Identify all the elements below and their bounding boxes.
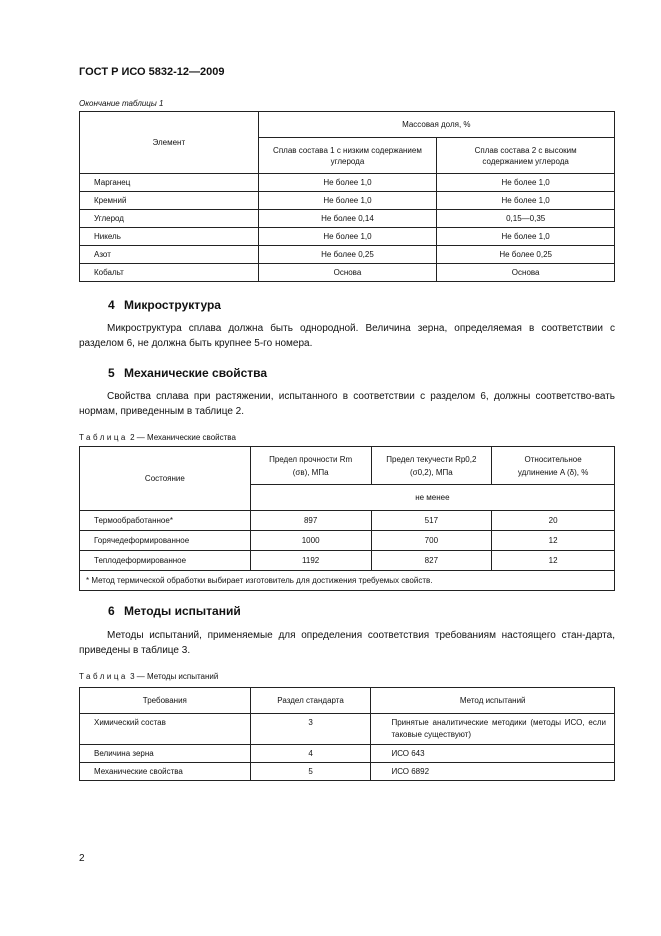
table2-header-yield [371, 447, 492, 485]
table3-cell: Механические свойства [80, 763, 251, 781]
table1-cell: Не более 1,0 [437, 174, 615, 192]
section5-heading [108, 366, 267, 380]
table1-cell: Углерод [80, 210, 259, 228]
section5-title: Механические свойства [124, 366, 268, 380]
table2-caption-text: 2 — Механические свойства [130, 433, 236, 442]
table3-cell: ИСО 6892 [371, 763, 615, 781]
table2-header-yield-l2: (σ0,2), МПа [410, 467, 453, 477]
section4-title: Микроструктура [124, 298, 221, 312]
table2-cell: 12 [492, 531, 615, 551]
table1-cell: Не более 1,0 [437, 192, 615, 210]
table2-cell: Горячедеформированное [80, 531, 251, 551]
section6-number: 6 [108, 604, 115, 618]
table1-cell: 0,15—0,35 [437, 210, 615, 228]
section4-number: 4 [108, 298, 115, 312]
section5-text: Свойства сплава при растяжении, испытанного в соответствии с разделом 6, должны соответство-вать нормам, приведенным в таблице 2. [79, 391, 615, 417]
table3-caption [79, 672, 218, 681]
table1-header-alloy2: Сплав состава 2 с высоким содержанием углерода [437, 138, 615, 174]
table2-cell: 700 [371, 531, 492, 551]
table1-cell: Кремний [80, 192, 259, 210]
table3-caption-text: 3 — Методы испытаний [130, 672, 219, 681]
table3-cell: 4 [250, 745, 371, 763]
table3 [79, 687, 615, 781]
table2 [79, 446, 615, 591]
table1-cell: Азот [80, 246, 259, 264]
table2-cell: 897 [250, 511, 371, 531]
table3-header-method: Метод испытаний [371, 688, 615, 714]
table2-footnote: * Метод термической обработки выбирает изготовитель для достижения требуемых свойств. [80, 571, 615, 591]
table1-header-element: Элемент [80, 112, 259, 174]
table3-cell: Химический состав [80, 714, 251, 745]
table2-header-strength-l1: Предел прочности Rm [269, 454, 353, 464]
table1-cell: Не более 1,0 [258, 228, 437, 246]
table2-cell: 1000 [250, 531, 371, 551]
section6-paragraph [79, 628, 615, 658]
table1-cell: Не более 0,14 [258, 210, 437, 228]
table1-header-mass: Массовая доля, % [258, 112, 614, 138]
table2-min-label: не менее [250, 485, 614, 511]
table1-cell: Не более 1,0 [258, 174, 437, 192]
table2-header-elongation-l2: удлинение A (δ), % [517, 467, 589, 477]
table3-cell: 5 [250, 763, 371, 781]
section6-text: Методы испытаний, применяемые для определения соответствия требованиям настоящего стан-дарта, приведены в таблице 3. [79, 630, 615, 656]
table2-header-strength [250, 447, 371, 485]
section5-number: 5 [108, 366, 115, 380]
table1-header-alloy1: Сплав состава 1 с низким содержанием углерода [258, 138, 437, 174]
table2-cell: 12 [492, 551, 615, 571]
document-standard-header: ГОСТ Р ИСО 5832-12—2009 [79, 66, 225, 78]
table3-cell: 3 [250, 714, 371, 745]
table1-cell: Марганец [80, 174, 259, 192]
table1-cell: Не более 0,25 [437, 246, 615, 264]
section4-text: Микроструктура сплава должна быть однородной. Величина зерна, определяемая в соответствии с разделом 6, не должна быть крупнее 5-го номера. [79, 323, 615, 349]
table3-caption-word: Таблица [79, 672, 128, 681]
table3-header-requirements: Требования [80, 688, 251, 714]
table1-caption: Окончание таблицы 1 [79, 99, 164, 108]
table1-cell: Основа [437, 264, 615, 282]
table1 [79, 111, 615, 282]
table2-cell: Теплодеформированное [80, 551, 251, 571]
page-number: 2 [79, 853, 85, 864]
section4-paragraph [79, 321, 615, 351]
table2-caption [79, 433, 236, 442]
table2-cell: 1192 [250, 551, 371, 571]
table2-cell: 20 [492, 511, 615, 531]
table2-header-strength-l2: (σв), МПа [292, 467, 329, 477]
table2-caption-word: Таблица [79, 433, 128, 442]
table1-cell: Не более 1,0 [437, 228, 615, 246]
section4-heading [108, 298, 221, 312]
table1-cell: Никель [80, 228, 259, 246]
section6-heading [108, 604, 241, 618]
table3-cell: ИСО 643 [371, 745, 615, 763]
table2-header-elongation [492, 447, 615, 485]
table1-cell: Не более 0,25 [258, 246, 437, 264]
table3-cell: Величина зерна [80, 745, 251, 763]
table3-cell: Принятые аналитические методики (методы ИСО, если таковые существуют) [371, 714, 615, 745]
table2-cell: 827 [371, 551, 492, 571]
table2-cell: Термообработанное* [80, 511, 251, 531]
table2-header-state: Состояние [80, 447, 251, 511]
section5-paragraph [79, 389, 615, 419]
table2-cell: 517 [371, 511, 492, 531]
table2-header-yield-l1: Предел текучести Rp0,2 [386, 454, 477, 464]
table3-header-section: Раздел стандарта [250, 688, 371, 714]
table1-cell: Не более 1,0 [258, 192, 437, 210]
table1-cell: Кобальт [80, 264, 259, 282]
table2-header-elongation-l1: Относительное [524, 454, 582, 464]
table1-cell: Основа [258, 264, 437, 282]
section6-title: Методы испытаний [124, 604, 241, 618]
